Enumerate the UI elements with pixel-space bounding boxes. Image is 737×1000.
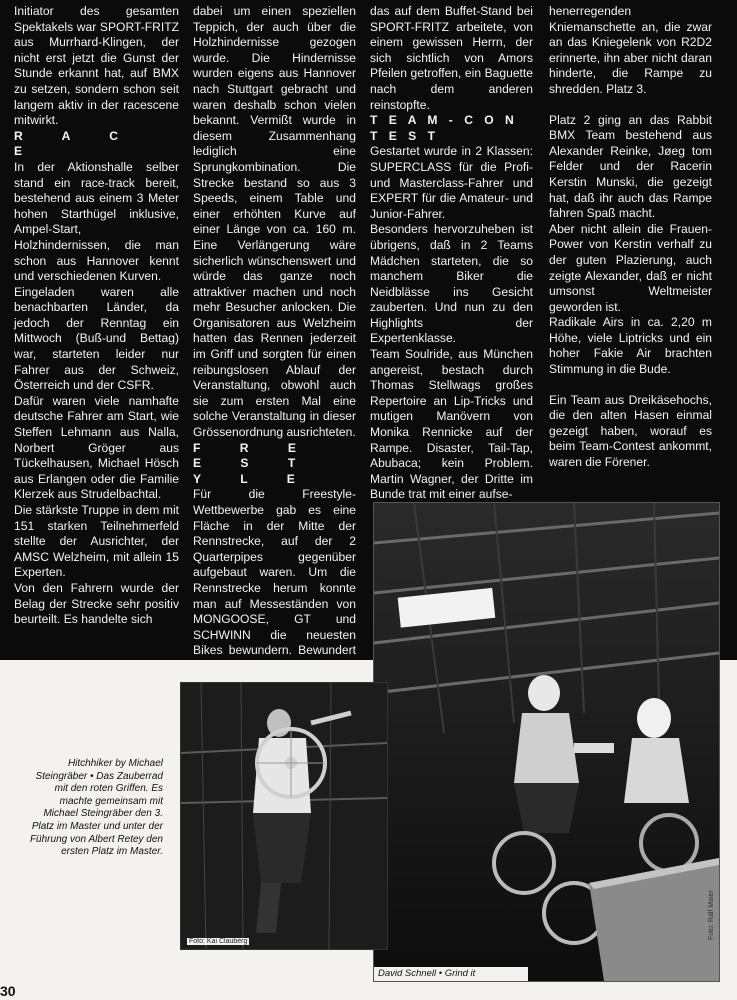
col2-para-2: Für die Freestyle-Wettbewerbe gab es eine Fläche in der Mitte der Rennstrecke, auf der 2 Quarterpipes gegenüber aufgebaut waren. Um die Rennstrecke herum konnte man auf Messeständen von MONGOOSE, GT und SCHWINN die neuesten Bikes bewundern. Bewundert wurde auch das Mädchen,	[193, 487, 356, 673]
photo-left-credit: Foto: Kai Clauberg	[189, 938, 248, 945]
col4-spacer-1	[549, 98, 712, 113]
col4-para-3: Aber nicht allein die Frauen-Power von Kerstin verhalf zu der guten Plazierung, auch zeigte Alexander, daß er nicht umsonst Weltmeister geworden ist.	[549, 221, 712, 314]
col1-para-5: Die stärkste Truppe in dem mit 151 starken Teilnehmerfeld stellte der Ausrichter, der AMSC Welzheim, mit allein 15 Experten.	[14, 503, 179, 580]
page-number: 30	[0, 983, 16, 999]
photo-grind-it	[373, 502, 720, 982]
photo-right-credit: Foto: Ralf Maier	[708, 890, 715, 940]
text-column-1	[14, 4, 179, 628]
caption-hitchhiker: Hitchhiker by Michael Steingräber • Das Zauberrad mit den roten Griffen. Es machte gemeinsam mit Michael Steingräber den 3. Platz im Master und unter der Führung von Albert Retey den ersten Platz im Master.	[29, 758, 163, 858]
col1-para-2: In der Aktionshalle selber stand ein race-track bereit, bestehend aus einem 3 Meter hohen Starthügel inklusive, Ampel-Start, Holzhindernissen, die man schon aus Hannover kennt und verschiedenen Kurven.	[14, 159, 179, 284]
text-column-4	[549, 4, 712, 471]
hitchhiker-photo-illustration	[181, 683, 387, 949]
col4-para-2: Platz 2 ging an das Rabbit BMX Team bestehend aus Alexander Reinke, Jøeg tom Felder und der Racerin Kerstin Munski, die gezeigt hat, daß ihr auch das Rampe fahren Spaß macht.	[549, 112, 712, 221]
col1-para-6: Von den Fahrern wurde der Belag der Strecke sehr positiv beurteilt. Es handelte sich	[14, 580, 179, 627]
col1-para-3: Eingeladen waren alle benachbarten Länder, da jedoch der Renntag ein Mittwoch (Buß-und Bettag) war, starteten leider nur Fahrer aus der Schweiz, Österreich und der CSFR.	[14, 284, 179, 393]
photo-right-caption: David Schnell • Grind it	[374, 967, 528, 981]
photo-hitchhiker	[180, 682, 388, 950]
col3-para-1: das auf dem Buffet-Stand bei SPORT-FRITZ arbeitete, von einem gewissen Herrn, der sich sichtlich von Amors Pfeilen getroffen, ein Baguette nach dem anderen reinstopfte.	[370, 4, 533, 112]
col2-para-1: dabei um einen speziellen Teppich, der auch über die Holzhindernisse gezogen wurde. Die Hindernisse wurden eigens aus Hannover nach Stuttgart gebracht und waren deshalb schon vielen bekannt. Vermißt wurde in diesem Zusammenhang lediglich eine Sprungkombination. Die Strecke bestand so aus 3 Speeds, einem Table und einer erhöhten Kurve auf einer Länge von ca. 160 m. Eine Verlängerung wäre sicherlich wünschenswert und würde das ganze noch attraktiver machen und noch mehr Besucher anlocken. Die Organisatoren aus Welzheim hatten das Rennen jederzeit im Griff und sorgten für einen reibungslosen Ablauf der Veranstaltung, obwohl auch sie zum ersten Mal eine solche Veranstaltung in dieser Grössenordnung ausrichteten.	[193, 4, 356, 440]
col1-para-1: Initiator des gesamten Spektakels war SPORT-FRITZ aus Murrhard-Klingen, der nicht erst jetzt die Gunst der Stunde erkannt hat, auf BMX zu setzen, sondern schon seit langem aktiv in der racescene mitwirkt.	[14, 4, 179, 128]
text-column-2	[193, 4, 356, 675]
col4-para-1: henerregenden Kniemanschette an, die zwar an das Kniegelenk von R2D2 erinnerte, ihn aber nicht daran hinderte, die Rampe zu shredden. Platz 3.	[549, 4, 712, 96]
col1-para-4: Dafür waren viele namhafte deutsche Fahrer am Start, wie Steffen Lehmann aus Nalla, Norbert Gröger aus Tückelhausen, Michael Hösch aus Erlangen oder die Familie Klerzek aus Strudelbachtal.	[14, 393, 179, 502]
col3-para-4: Team Soulride, aus München angereist, bestach durch Thomas Stellwags großes Repertoire an Lip-Tricks und mutigen Manövern von Monika Rennicke auf der Rampe. Disaster, Tail-Tap, Abubaca; kein Problem. Martin Wagner, der Dritte im Bunde trat mit einer aufse-	[370, 347, 533, 502]
col3-para-2: Gestartet wurde in 2 Klassen: SUPERCLASS für die Profi- und Masterclass-Fahrer und EXPERT für die Amateur- und Junior-Fahrer.	[370, 144, 533, 221]
col3-para-3: Besonders hervorzuheben ist übrigens, daß in 2 Teams Mädchen starteten, die so manchem Biker die Neidblässe ins Gesicht zauberten. Und nun zu den Highlights der Expertenklasse.	[370, 222, 533, 346]
col4-spacer-2	[549, 378, 712, 393]
heading-freestyle: F R E E S T Y L E	[193, 440, 314, 486]
col4-para-5: Ein Team aus Dreikäsehochs, die den alten Hasen einmal gezeigt haben, worauf es beim Team-Contest ankommt, waren die Förener.	[549, 392, 712, 470]
heading-race: R A C E	[14, 128, 137, 159]
heading-team-contest: T E A M - C O N T E S T	[370, 113, 518, 143]
col4-para-4: Radikale Airs in ca. 2,20 m Höhe, viele Liptricks und ein hoher Fakie Air brachten Stimmung in die Bude.	[549, 315, 712, 377]
text-column-3	[370, 4, 533, 503]
grind-photo-illustration	[374, 503, 719, 981]
